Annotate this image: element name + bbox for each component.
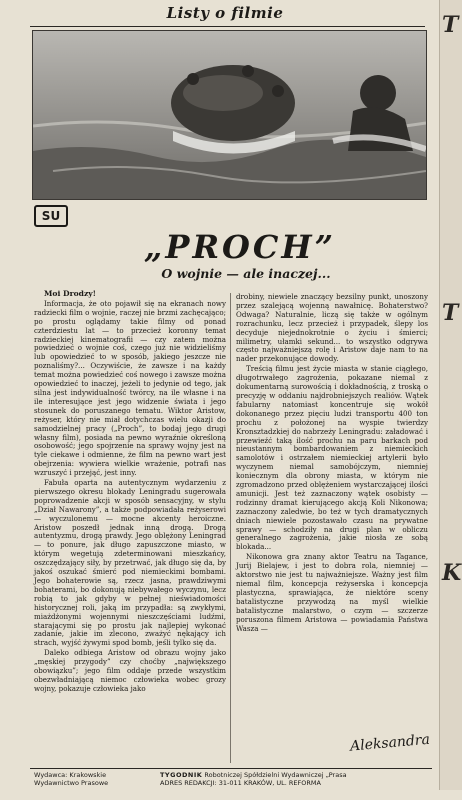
article-title: „PROCH” — [143, 228, 337, 266]
footer-masthead — [160, 771, 432, 795]
article-column-left — [34, 290, 226, 694]
paragraph: Fabuła oparta na autentycznym wydarzeniu z pierwszego okresu blokady Leningradu sugerowała poprowadzenie akcji w sposób sensacyjny, w stylu „Dział Nawarony”, a także podpowiadała reżyserowi — wyczulonemu — mocne akcenty heroiczne. Aristow poszedł jednak inną drogą. Drogą autentyzmu, drogą prawdy. Jego oblężony Leningrad — to ponure, jak długo zapuszczone miasto, w którym wegetują zdeterminowani mieszkańcy, oszczędzający siły, by przetrwać, jak długo się da, by jakoś oszukać śmierć pod niemieckimi bombami. Jego bohaterowie są, rzecz jasna, prawdziwymi bohaterami, bo dokonują niebywałego wyczynu, lecz robią to jak gdyby w pełnej nieświadomości historycznej roli, jaką im przypadła: są zwykłymi, miażdżonymi wojennymi nieszczęściami ludźmi, starającymi się po prostu jak najlepiej wykonać zadanie, jakie im zlecono, zważyć nękający ich strach, wyjść żywymi spod bomb, jeśli tylko się da. — [34, 478, 226, 648]
column-divider — [230, 293, 231, 763]
footer-publisher — [34, 771, 154, 787]
masthead-text: Robotniczej Spółdzielni Wydawniczej „Prasa — [204, 771, 347, 779]
adjacent-fragment-glyph: K — [442, 560, 462, 586]
header-rule — [30, 26, 425, 27]
publisher-line: Wydawca: Krakowskie — [34, 771, 107, 779]
adjacent-column-strip — [439, 0, 462, 790]
paragraph: Nikonowa gra znany aktor Teatru na Tagance, Jurij Bielajew, i jest to dobra rola, niemniej — aktorstwo nie jest tu najważniejsze. Ważny jest film niemal film, koncepcja reżyserska i koncepcja plastyczna, sprawiająca, że niektóre sceny batalistyczne przywodzą na myśl wielkie batalistyczne malarstwo, o czym — szczerze poruszona filmem Aristowa — powiadamia Państwa Wasza — — [236, 552, 428, 633]
adjacent-fragment-glyph: T — [442, 300, 459, 326]
article-subtitle: O wojnie — ale inaczej... — [161, 266, 331, 281]
masthead-label: TYGODNIK — [160, 771, 203, 779]
paragraph: drobiny, niewiele znaczący bezsilny punkt, unoszony przez szalejącą wojenną nawałnicę. Bohaterstwo? Odwaga? Naturalnie, liczą się także w ogólnym rozrachunku, lecz przecież i przypadek, ślepy los decyduje niejednokrotnie o życiu i śmierci; milimetry, ułamki sekund... to wszystko odgrywa często najważniejszą rolę i Aristow daje nam to na nader przekonujące dowody. — [236, 292, 428, 364]
masthead-line — [160, 771, 432, 779]
footer-rule — [30, 768, 432, 769]
su-country-badge: SU — [34, 205, 68, 227]
paragraph: Daleko odbiega Aristow od obrazu wojny jako „męskiej przygody” czy choćby „największego obowiązku”; jego film oddaje przede wszystkim obezwładniającą niemoc człowieka wobec grozy wojny, pokazuje człowieka jako — [34, 648, 226, 693]
masthead-address: ADRES REDAKCJI: 31-011 KRAKÓW, UL. REFORMA — [160, 779, 321, 787]
film-still-image — [33, 31, 426, 199]
salutation: Moi Drodzy! — [44, 289, 97, 298]
section-rubric: Listy o filmie — [166, 4, 284, 22]
publisher-line: Wydawnictwo Prasowe — [34, 779, 109, 787]
paragraph: Informacja, że oto pojawił się na ekranach nowy radziecki film o wojnie, raczej nie brzmi zachęcająco; po prostu oglądamy takie filmy od ponad czterdziestu lat — to przecież koronny temat radzieckiej kinematografii — czy zatem można powiedzieć o wojnie coś, czego już nie widzieliśmy lub opowiedzieć to w sposób, jakiego jeszcze nie poznaliśmy?... Oczywiście, że zawsze i na każdy temat można powiedzieć coś nowego i zawsze można opowiedzieć to inaczej, jeżeli to jedynie od tego, jak silna jest indywidualność twórcy, na ile własne i na ile interesujące jest jego widzenie świata i jego stosunek do poruszanego tematu. Wiktor Aristow, reżyser, który nie miał dotychczas wielu okazji do samodzielnej pracy („Proch”, to bodaj jego drugi własny film), posiada na pewno wyraźnie określoną osobowość; jego spojrzenie na sprawy wojny jest na tyle ciekawe i odmienne, że film na pewno wart jest obejrzenia: wywiera wielkie wrażenie, potrafi nas wzruszyć i przejąć, jest inny. — [34, 298, 226, 478]
film-still-photo — [32, 30, 427, 200]
paragraph: Treścią filmu jest życie miasta w stanie ciągłego, długotrwałego zagrożenia, pokazane niemal z dokumentarną surowością i dokładnością, z troską o precyzję w oddaniu najdrobniejszych realiów. Wątek fabularny natomiast koncentruje się wokół dokonanego przez pięciu ludzi transportu 400 ton prochu z położonej na wyspie twierdzy Kronsztadzkiej do nabrzeży Leningradu: załadować i przewieźć taką ilość prochu na paru barkach pod nieustannym bombardowaniem z niemieckich samolotów i ostrzałem niemieckiej artylerii było wyczynem niemal samobójczym, niemniej koniecznym dla obrony miasta, w którym nie zgromadzono przed oblężeniem wystarczającej ilości amunicji. Jest też zaznaczony wątek osobisty — rodzinny dramat kierującego akcją Koli Nikonowa; zaznaczony zaledwie, bo też w tych dramatycznych dniach niewiele pozostawało czasu na prywatne sprawy — schodziły na drugi plan w obliczu generalnego zagrożenia, jakie niosła ze sobą blokada... — [236, 364, 428, 552]
article-column-right — [236, 293, 428, 633]
adjacent-fragment-glyph: T — [442, 12, 459, 38]
author-signature: Aleksandra — [349, 731, 431, 755]
